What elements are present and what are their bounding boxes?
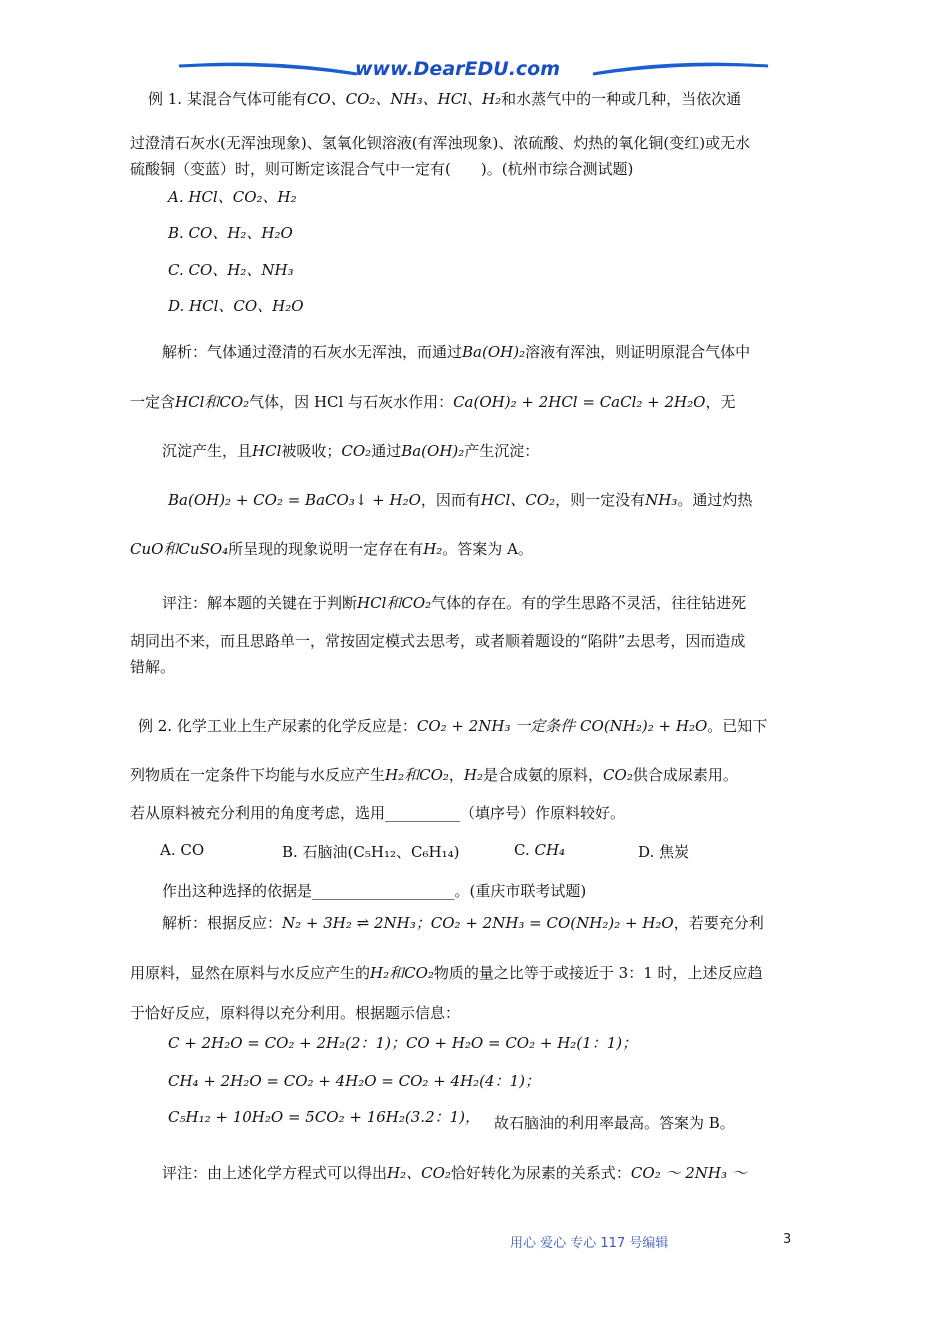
text: 是合成氨的原料， [483,766,604,784]
text: ，则一定没有 [555,491,646,509]
text: 气体，因 HCl 与石灰水作用： [249,393,454,411]
text: 。答案为 A。 [442,540,533,558]
page-number: 3 [783,1232,792,1247]
formula: H₂和CO₂ [385,766,449,784]
formula: CO₂ [341,442,372,460]
formula: HCl和CO₂ [357,594,432,612]
ex1-option-a: A. HCl、CO₂、H₂ [168,188,297,206]
ex1-line1 [130,88,820,110]
ex2-comment-line1 [130,1162,820,1184]
formula: Ba(OH)₂ + CO₂ = BaCO₃↓ + H₂O [168,491,421,509]
ex1-line3: 硫酸铜（变蓝）时，则可断定该混合气中一定有( )。(杭州市综合测试题) [130,160,634,178]
text: ， [448,766,464,784]
ex2-equation-2: CH₄ + 2H₂O = CO₂ + 4H₂O = CO₂ + 4H₂(4：1)； [168,1072,540,1090]
text: 评注：解本题的关键在于判断 [162,594,358,612]
text: 例 2. 化学工业上生产尿素的化学反应是： [138,717,417,735]
ex1-analysis-line2 [130,391,820,413]
ex1-comment-line1 [130,592,820,614]
text: 解析：气体通过澄清的石灰水无浑浊，而通过 [162,343,463,361]
ex1-option-c: C. CO、H₂、NH₃ [168,261,294,279]
text: 恰好转化为尿素的关系式： [450,1164,631,1182]
ex2-equation-3: C₅H₁₂ + 10H₂O = 5CO₂ + 16H₂(3.2：1)， [168,1108,481,1126]
ex2-option-d: D. 焦炭 [638,843,690,861]
ex2-line3: 若从原料被充分利用的角度考虑，选用__________（填序号）作原料较好。 [130,804,626,822]
text: 评注：由上述化学方程式可以得出 [162,1164,388,1182]
ex1-intro: 例 1. 某混合气体可能有 [148,90,307,108]
formula: CH₄ [534,841,566,859]
formula: Ca(OH)₂ + 2HCl = CaCl₂ + 2H₂O [453,393,706,411]
text: 溶液有浑浊，则证明原混合气体中 [525,343,751,361]
ex1-option-b: B. CO、H₂、H₂O [168,224,293,242]
formula: Ba(OH)₂ [401,442,465,460]
formula: Ba(OH)₂ [462,343,526,361]
site-logo: www.DearEDU.com [355,58,561,80]
formula: N₂ + 3H₂ ⇌ 2NH₃；CO₂ + 2NH₃ = CO(NH₂)₂ + H₂O [282,914,674,932]
ex2-option-c [514,841,565,859]
formula: CO₂ [603,766,633,784]
ex2-conclusion: 故石脑油的利用率最高。答案为 B。 [494,1114,735,1132]
formula: HCl、CO₂ [480,491,556,509]
formula: CuO和CuSO₄ [130,540,229,558]
ex1-comment-line2: 胡同出不来，而且思路单一，常按固定模式去思考，或者顺着题设的“陷阱”去思考，因而造成 [130,632,746,650]
ex1-option-d: D. HCl、CO、H₂O [168,297,304,315]
ex2-option-b: B. 石脑油(C₅H₁₂、C₆H₁₄) [282,843,460,861]
formula: H₂和CO₂ [370,964,434,982]
text: 被吸收； [281,442,342,460]
formula: NH₃ [645,491,678,509]
ex2-option-a: A. CO [160,841,205,859]
text: 。通过灼热 [677,491,753,509]
text: 作出这种选择的依据是___________________。(重庆市联考试题) [162,882,587,900]
ex1-line2: 过澄清石灰水(无浑浊现象)、氢氧化钡溶液(有浑浊现象)、浓硫酸、灼热的氧化铜(变红)或无水 [130,134,751,152]
ex2-equation-1: C + 2H₂O = CO₂ + 2H₂(2：1)；CO + H₂O = CO₂ + H₂(1：1)； [168,1034,638,1052]
text: 产生沉淀： [464,442,540,460]
site-header [175,56,775,86]
ex1-comment-line3: 错解。 [130,658,176,676]
formula: H₂ [423,540,443,558]
text: 供合成尿素用。 [632,766,738,784]
ex2-analysis-line3: 于恰好反应，原料得以充分利用。根据题示信息： [130,1004,461,1022]
formula: HCl和CO₂ [175,393,250,411]
text: 通过 [371,442,402,460]
formula: H₂ [463,766,484,784]
ex1-gases: CO、CO₂、NH₃、HCl、H₂ [306,90,502,108]
text: ，若要充分利 [673,914,764,932]
ex2-basis [130,880,820,902]
ex1-analysis-line3 [130,440,820,462]
text: 沉淀产生，且 [162,442,253,460]
ex2-analysis-line1 [130,912,820,934]
footer-note: 用心 爱心 专心 117 号编辑 [510,1236,669,1251]
formula: HCl [252,442,282,460]
ex2-line2 [130,764,820,786]
ex1-analysis-line4 [130,489,820,511]
text: 所呈现的现象说明一定存在有 [228,540,424,558]
ex1-analysis-line5 [130,538,820,560]
text: C. [514,841,530,859]
text: 解析：根据反应： [162,914,283,932]
text: ，无 [705,393,736,411]
formula: H₂、CO₂ [387,1164,451,1182]
reaction: CO₂ + 2NH₃ 一定条件 CO(NH₂)₂ + H₂O [416,717,708,735]
text: 一定含 [130,393,176,411]
text: 。已知下 [707,717,768,735]
ex2-line1 [130,715,820,737]
ex2-analysis-line2 [130,962,820,984]
text: 列物质在一定条件下均能与水反应产生 [130,766,386,784]
ex1-rest1: 和水蒸气中的一种或几种，当依次通 [501,90,742,108]
text: 物质的量之比等于或接近于 3：1 时，上述反应趋 [433,964,763,982]
ex1-analysis-line1 [130,341,820,363]
text: 用原料，显然在原料与水反应产生的 [130,964,371,982]
formula: CO₂ ～ 2NH₃ ～ [630,1164,747,1182]
text: ，因而有 [420,491,481,509]
text: 气体的存在。有的学生思路不灵活，往往钻进死 [431,594,747,612]
